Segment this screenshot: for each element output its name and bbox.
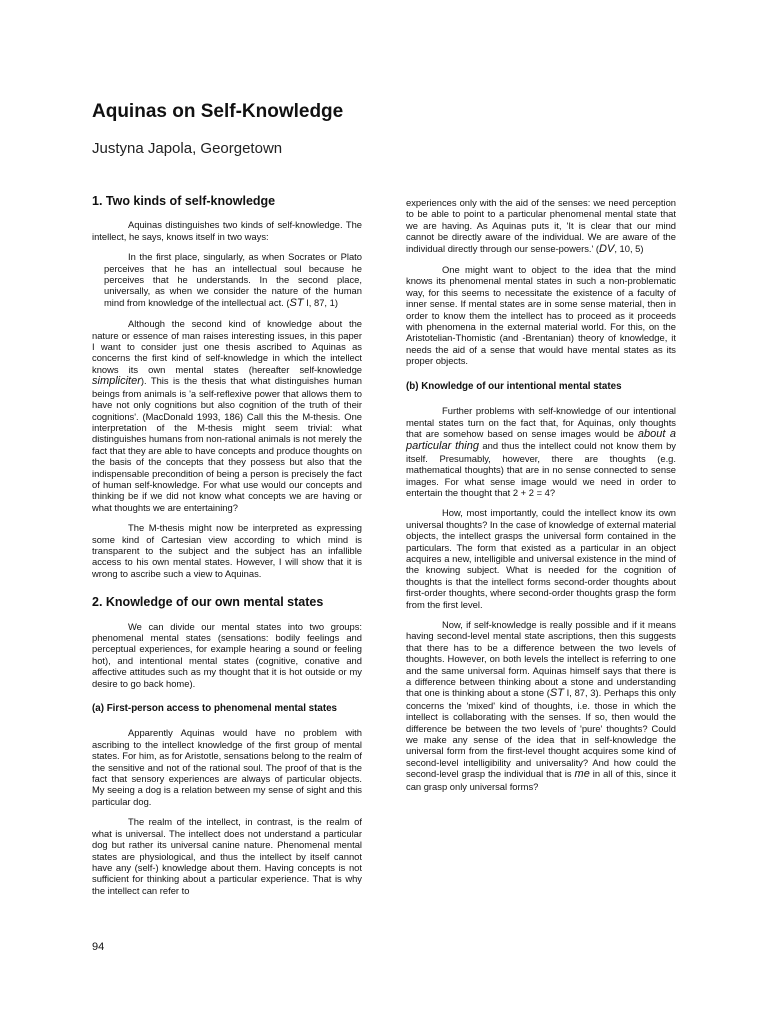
citation-abbrev: ST xyxy=(289,296,304,309)
subsection-heading-b: (b) Knowledge of our intentional mental states xyxy=(406,380,622,392)
paragraph: experiences only with the aid of the senses: we need perception to be able to point to a particular phenomenal mental state that we are having. As Aquinas puts it, 'It is clear that our mind cannot be directly aware of the individual. We are aware of the individual directly through our sense-powers.' (DV, 10, 5) xyxy=(406,197,676,255)
paragraph: How, most importantly, could the intellect know its own universal thoughts? In the case of knowledge of external material objects, the intellect grasps the universal form contained in the particulars. The form that existed as a particular in an object acquires a new, intelligible and universal existence in the mind of the knowing subject. What is needed for the cognition of thoughts is that the intellect forms second-order thoughts about first-order thoughts, where second-order thoughts grasp the form from the first level. xyxy=(406,507,676,610)
italic-word: me xyxy=(574,768,590,781)
author-line: Justyna Japola, Georgetown xyxy=(92,140,283,157)
citation-abbrev: DV xyxy=(599,242,615,255)
paper-title: Aquinas on Self-Knowledge xyxy=(92,101,344,122)
italic-term: simpliciter xyxy=(92,375,141,388)
citation-abbrev: ST xyxy=(549,687,564,700)
paragraph: The realm of the intellect, in contrast, is the realm of what is universal. The intellect does not understand a particular dog but rather its universal canine nature. Phenomenal mental states are physiological, and thus the intellect by itself cannot have any (self-) knowledge about them. Having concepts is not sufficient for thinking about a particular experience. That is why the intellect can refer to xyxy=(92,816,362,896)
block-quote: In the first place, singularly, as when Socrates or Plato perceives that he has an intellectual soul because he perceives that he understands. In the second place, universally, as when we consider the nature of the human mind from knowledge of the intellectual act. (ST I, 87, 1) xyxy=(104,251,362,309)
section-heading-2: 2. Knowledge of our own mental states xyxy=(92,595,324,610)
section-heading-1: 1. Two kinds of self-knowledge xyxy=(92,194,276,208)
paragraph: Aquinas distinguishes two kinds of self-knowledge. The intellect, he says, knows itself in two ways: xyxy=(92,219,362,242)
left-column xyxy=(92,196,362,905)
paragraph: Apparently Aquinas would have no problem with ascribing to the intellect knowledge of the first group of mental states. For him, as for Aristotle, sensations belong to the realm of the sensitive and not of the rational soul. The proof of that is the fact that sensory experiences are always of particular objects. My seeing a dog is a relation between my sense of sight and this particular dog. xyxy=(92,727,362,807)
paragraph: One might want to object to the idea that the mind knows its phenomenal mental states in such a non-problematic way, for this seems to necessitate the existence of a faculty of inner sense. If mental states are in some sense material, then in order to know them the intellect has to proceed as it proceeds with phenomena in the external material world. For this, on the Aristotelian-Thomistic (and -Brentanian) theory of knowledge, it needs the aid of a sense that would have mental states as its proper objects. xyxy=(406,264,676,367)
paragraph: The M-thesis might now be interpreted as expressing some kind of Cartesian view according to which mind is transparent to the subject and the subject has an infallible access to his own mental states. However, I will show that it is wrong to ascribe such a view to Aquinas. xyxy=(92,522,362,579)
paragraph: Now, if self-knowledge is really possible and if it means having second-level mental state ascriptions, then this suggests that there has to be a difference between the two levels of thoughts. However, on both levels the intellect is referring to one and the same universal form. Aquinas himself says that there is a difference between thinking about a stone and understanding that one is thinking about a stone (ST I, 87, 3). Perhaps this only concerns the 'mixed' kind of thoughts, i.e. those in which the intellect is collaborating with the senses. If so, then would the difference be between the two levels of 'pure' thoughts? Could we make any sense of the idea that in self-knowledge the universal form from the first-level thought acquires some kind of second-level intelligibility and universality? And how could the second-level grasp the individual that is me in all of this, since it can grasp only universal forms? xyxy=(406,619,676,792)
paragraph: Further problems with self-knowledge of our intentional mental states turn on the fact that, for Aquinas, only thoughts that are somehow based on sense images would be about a particular thing and thus the intellect could not know them by itself. Presumably, however, there are thoughts (e.g. mathematical thoughts) that are in no sense connected to sense images. For what sense image would we need in order to entertain the thought that 2 + 2 = 4? xyxy=(406,405,677,498)
paragraph: We can divide our mental states into two groups: phenomenal mental states (sensations: bodily feelings and perceptual experiences, for example hearing a sound or feeling hot), and intentional mental states (cognitive, conative and affective attitudes such as my thought that it is hot outside or my desire to go back home). xyxy=(92,620,362,689)
right-column xyxy=(406,197,676,801)
paragraph: Although the second kind of knowledge about the nature or essence of man raises interesting issues, in this paper I want to consider just one thesis ascribed to Aquinas as concerns the first kind of self-knowledge in which the intellect knows its own mental states (hereafter self-knowledge simpliciter). This is the thesis that what distinguishes human beings from animals is 'a self-reflexive power that allows them to have not only cognitions but also cognition of the truth of their cognitions'. (MacDonald 1993, 186) Call this the M-thesis. One interpretation of the M-thesis might seem trivial: what distinguishes humans from non-rational animals is not merely the fact that they are able to have concepts and produce thoughts on the basis of the concepts that they possess but also that the indispensable precondition of being a person is precisely the fact of human self-knowledge. For what use would our concepts and thinking be if we did not know what concepts we are having or what thoughts we are entertaining? xyxy=(92,318,362,513)
subsection-heading-a: (a) First-person access to phenomenal mental states xyxy=(92,703,337,715)
italic-phrase: about a particular thing xyxy=(406,427,677,453)
page-number: 94 xyxy=(92,941,105,953)
